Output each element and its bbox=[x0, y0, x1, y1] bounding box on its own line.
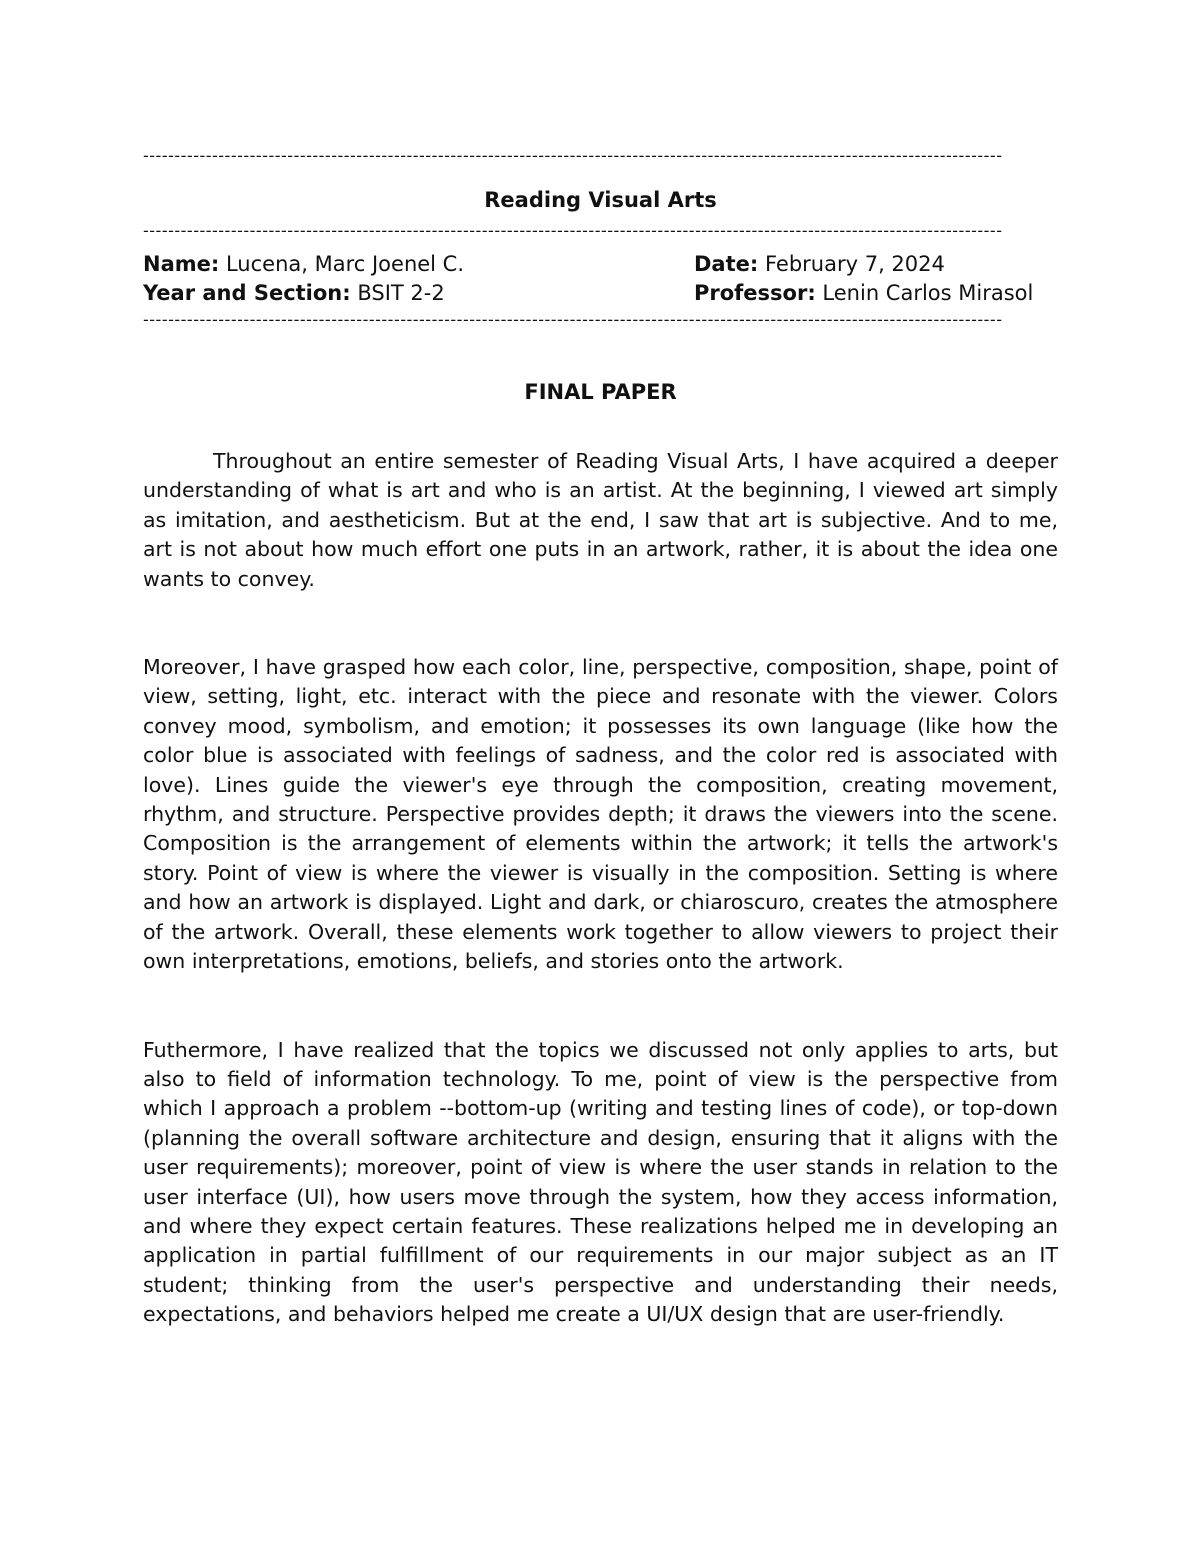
date-line bbox=[694, 250, 1058, 279]
separator-top: ----------------------------------------------------------------------------------------------------------------------------------------- bbox=[143, 146, 1003, 165]
paragraph-3: Futhermore, I have realized that the topics we discussed not only applies to arts, but also to field of information technology. To me, point of view is the perspective from which I approach a problem --bottom-up (writing and testing lines of code), or top-down (planning the overall software architecture and design, ensuring that it aligns with the user requirements); moreover, point of view is where the user stands in relation to the user interface (UI), how users move through the system, how they access information, and where they expect certain features. These realizations helped me in developing an application in partial fulfillment of our requirements in our major subject as an IT student; thinking from the user's perspective and understanding their needs, expectations, and behaviors helped me create a UI/UX design that are user-friendly. bbox=[143, 1037, 1058, 1327]
name-label: Name: bbox=[143, 252, 220, 276]
professor-label: Professor: bbox=[694, 281, 816, 305]
student-info-left bbox=[143, 250, 694, 308]
year-label: Year and Section: bbox=[143, 281, 351, 305]
student-info bbox=[143, 250, 1058, 308]
paragraph-1: Throughout an entire semester of Reading Visual Arts, I have acquired a deeper understanding of what is art and who is an artist. At the beginning, I viewed art simply as imitation, and aestheticism. But at the end, I saw that art is subjective. And to me, art is not about how much effort one puts in an artwork, rather, it is about the idea one wants to convey. bbox=[143, 449, 1058, 591]
year-line bbox=[143, 279, 694, 308]
date-value: February 7, 2024 bbox=[764, 252, 945, 276]
course-title: Reading Visual Arts bbox=[484, 188, 717, 212]
student-info-right bbox=[694, 250, 1058, 308]
date-label: Date: bbox=[694, 252, 759, 276]
name-line bbox=[143, 250, 694, 279]
paper-heading: FINAL PAPER bbox=[524, 380, 677, 404]
paragraph-2: Moreover, I have grasped how each color, line, perspective, composition, shape, point of view, setting, light, etc. interact with the piece and resonate with the viewer. Colors convey mood, symbolism, and emotion; it possesses its own language (like how the color blue is associated with feelings of sadness, and the color red is associated with love). Lines guide the viewer's eye through the composition, creating movement, rhythm, and structure. Perspective provides depth; it draws the viewers into the scene. Composition is the arrangement of elements within the artwork; it tells the artwork's story. Point of view is where the viewer is visually in the composition. Setting is where and how an artwork is displayed. Light and dark, or chiaroscuro, creates the atmosphere of the artwork. Overall, these elements work together to allow viewers to project their own interpretations, emotions, beliefs, and stories onto the artwork. bbox=[143, 655, 1058, 974]
document-page bbox=[143, 146, 1058, 1330]
separator-middle: ----------------------------------------------------------------------------------------------------------------------------------------- bbox=[143, 221, 1003, 240]
professor-value: Lenin Carlos Mirasol bbox=[822, 281, 1034, 305]
year-value: BSIT 2-2 bbox=[357, 281, 445, 305]
separator-bottom: ----------------------------------------------------------------------------------------------------------------------------------------- bbox=[143, 310, 1003, 329]
name-value: Lucena, Marc Joenel C. bbox=[225, 252, 465, 276]
professor-line bbox=[694, 279, 1058, 308]
